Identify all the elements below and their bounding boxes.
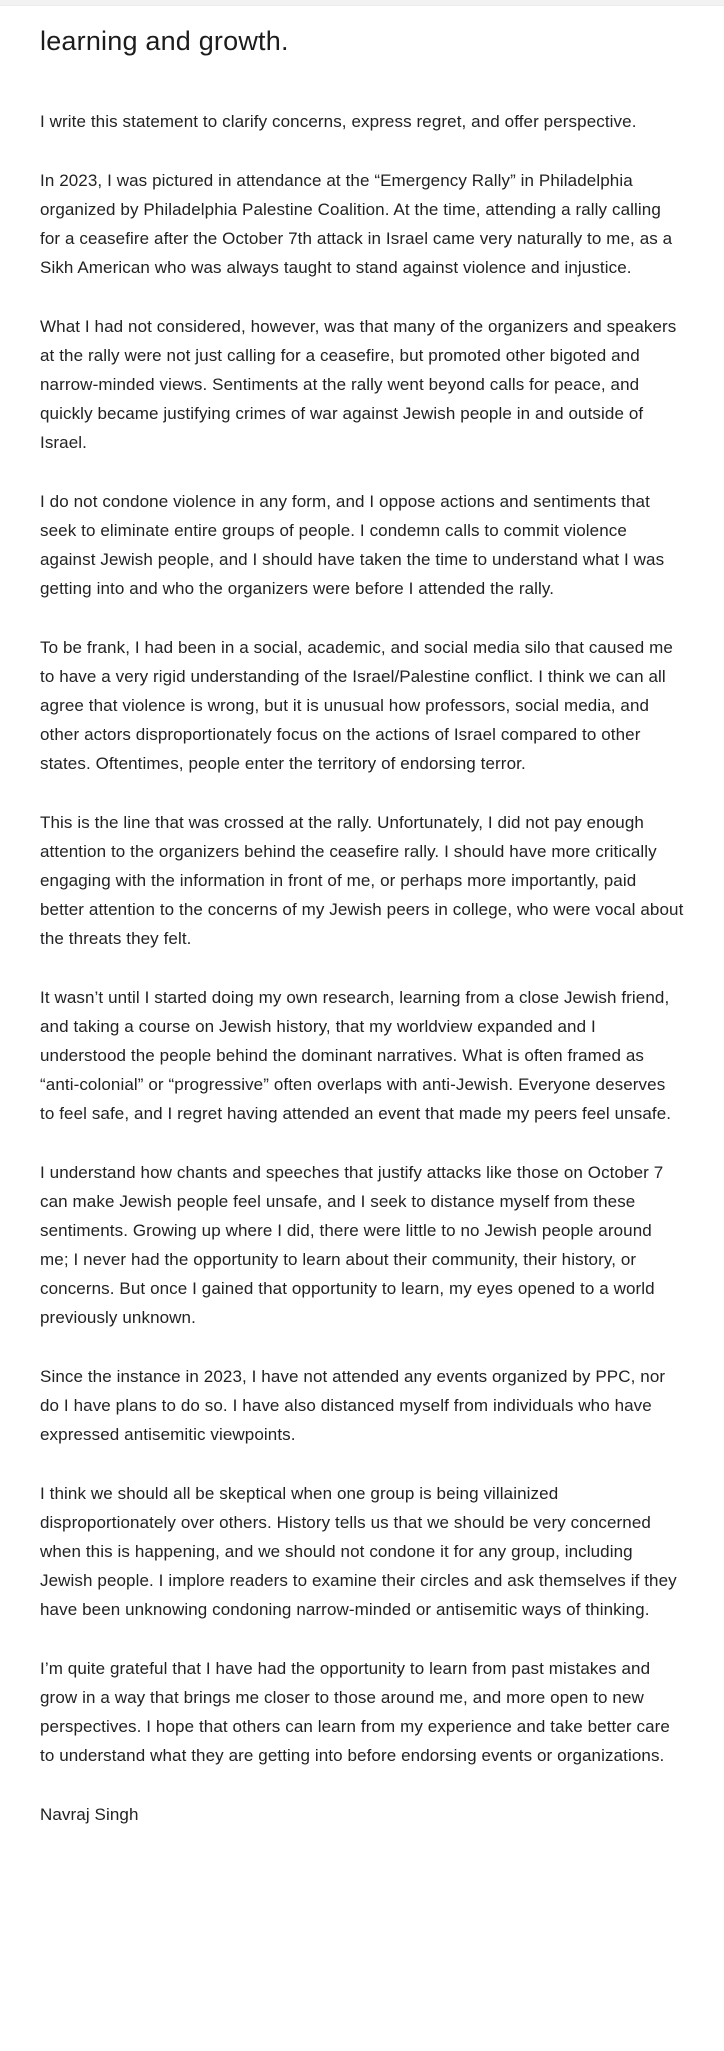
statement-paragraph: In 2023, I was pictured in attendance at the “Emergency Rally” in Philadelphia organized by Philadelphia Palestine Coalition. At the time, attending a rally calling for a ceasefire after the October 7th attack in Israel came very naturally to me, as a Sikh American who was always taught to stand against violence and injustice. xyxy=(40,171,673,277)
statement-paragraph: To be frank, I had been in a social, academic, and social media silo that caused me to have a very rigid understanding of the Israel/Palestine conflict. I think we can all agree that violence is wrong, but it is unusual how professors, social media, and other actors disproportionately focus on the actions of Israel compared to other states. Oftentimes, people enter the territory of endorsing terror. xyxy=(40,638,673,773)
signature: Navraj Singh xyxy=(40,1805,139,1824)
statement-body xyxy=(40,107,684,1770)
statement-document xyxy=(0,6,724,1847)
statement-paragraph: Since the instance in 2023, I have not attended any events organized by PPC, nor do I have plans to do so. I have also distanced myself from individuals who have expressed antisemitic viewpoints. xyxy=(40,1367,666,1444)
statement-paragraph: I write this statement to clarify concerns, express regret, and offer perspective. xyxy=(40,112,637,131)
statement-paragraph: I’m quite grateful that I have had the opportunity to learn from past mistakes and grow in a way that brings me closer to those around me, and more open to new perspectives. I hope that others can learn from my experience and take better care to understand what they are getting into before endorsing events or organizations. xyxy=(40,1659,670,1765)
statement-paragraph: I think we should all be skeptical when one group is being villainized disproportionately over others. History tells us that we should be very concerned when this is happening, and we should not condone it for any group, including Jewish people. I implore readers to examine their circles and ask themselves if they have been unknowing condoning narrow-minded or antisemitic ways of thinking. xyxy=(40,1484,677,1619)
page-title: learning and growth. xyxy=(40,26,289,56)
statement-paragraph: I do not condone violence in any form, and I oppose actions and sentiments that seek to eliminate entire groups of people. I condemn calls to commit violence against Jewish people, and I should have taken the time to understand what I was getting into and who the organizers were before I attended the rally. xyxy=(40,492,665,598)
statement-paragraph: This is the line that was crossed at the rally. Unfortunately, I did not pay enough attention to the organizers behind the ceasefire rally. I should have more critically engaging with the information in front of me, or perhaps more importantly, paid better attention to the concerns of my Jewish peers in college, who were vocal about the threats they felt. xyxy=(40,813,684,948)
statement-paragraph: I understand how chants and speeches that justify attacks like those on October 7 can make Jewish people feel unsafe, and I seek to distance myself from these sentiments. Growing up where I did, there were little to no Jewish people around me; I never had the opportunity to learn about their community, their history, or concerns. But once I gained that opportunity to learn, my eyes opened to a world previously unknown. xyxy=(40,1163,664,1327)
statement-paragraph: What I had not considered, however, was that many of the organizers and speakers at the rally were not just calling for a ceasefire, but promoted other bigoted and narrow-minded views. Sentiments at the rally went beyond calls for peace, and quickly became justifying crimes of war against Jewish people in and outside of Israel. xyxy=(40,317,677,452)
statement-paragraph: It wasn’t until I started doing my own research, learning from a close Jewish friend, and taking a course on Jewish history, that my worldview expanded and I understood the people behind the dominant narratives. What is often framed as “anti-colonial” or “progressive” often overlaps with anti-Jewish. Everyone deserves to feel safe, and I regret having attended an event that made my peers feel unsafe. xyxy=(40,988,672,1123)
